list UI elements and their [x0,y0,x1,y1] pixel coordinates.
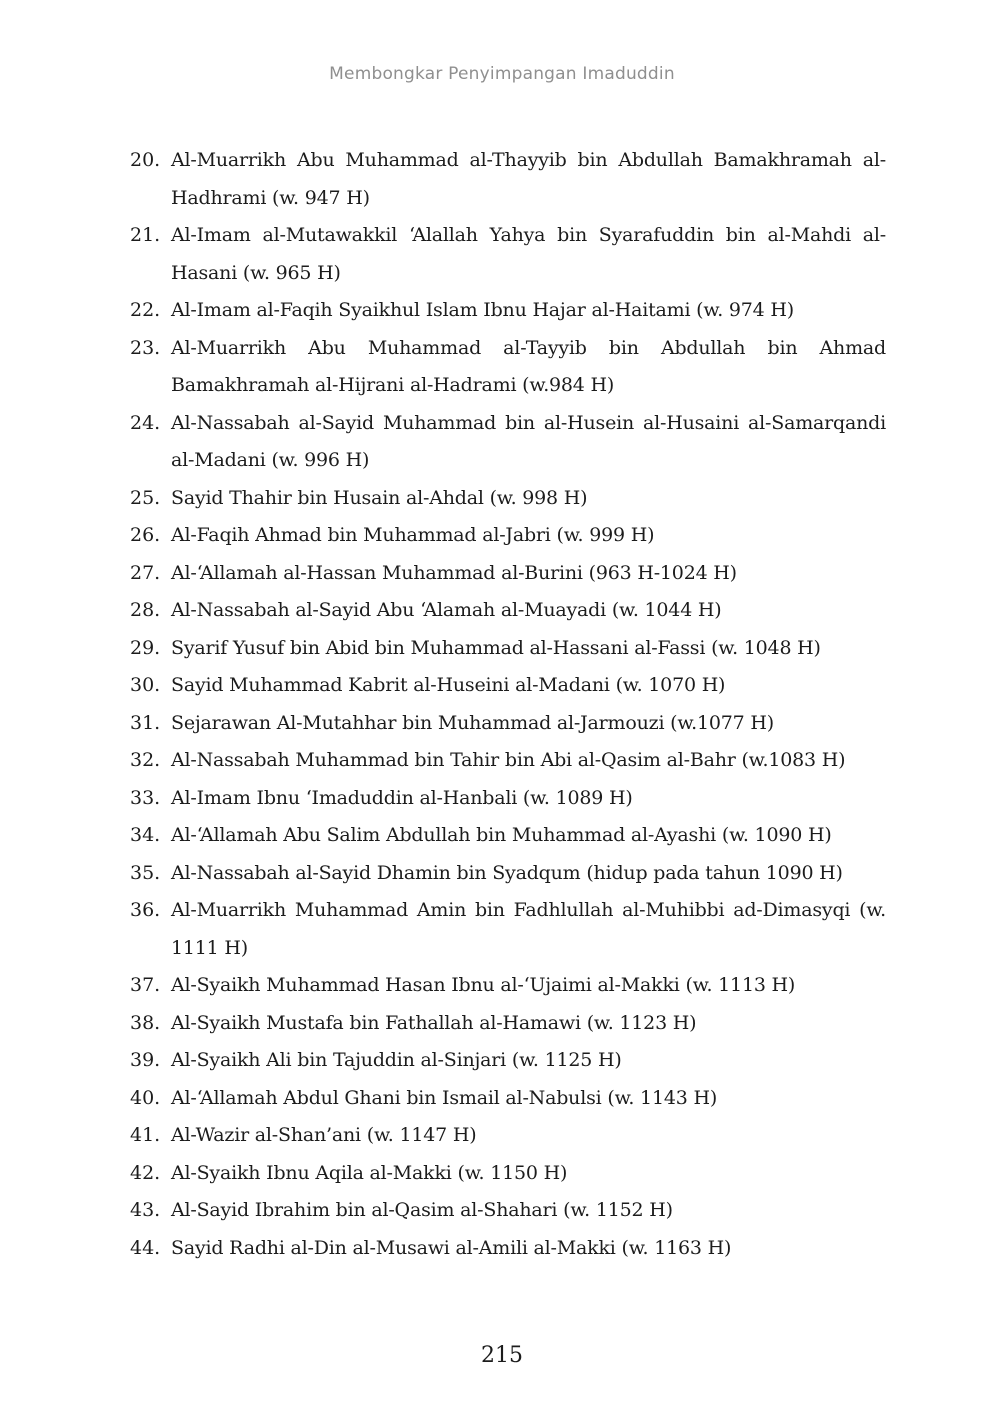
list-item [130,1080,886,1118]
list-item [130,667,886,705]
list-item [130,630,886,668]
list-item [130,555,886,593]
item-text: Sayid Thahir bin Husain al-Ahdal (w. 998 H) [171,486,588,509]
list-item [130,1005,886,1043]
item-number: 42. [130,1161,161,1184]
item-text: Al-‘Allamah Abdul Ghani bin Ismail al-Nabulsi (w. 1143 H) [171,1086,718,1109]
item-text: Al-Nassabah al-Sayid Muhammad bin al-Husein al-Husaini al-Samarqandi al-Madani (w. 996 H) [171,411,886,471]
item-text: Sayid Muhammad Kabrit al-Huseini al-Madani (w. 1070 H) [171,674,726,696]
list-item [130,217,886,292]
list-item [130,1155,886,1193]
item-text: Al-Imam Ibnu ‘Imaduddin al-Hanbali (w. 1089 H) [171,786,633,809]
item-text: Al-Wazir al-Shan’ani (w. 1147 H) [171,1124,477,1146]
list-item [130,1192,886,1230]
list-item [130,1042,886,1080]
list-item [130,142,886,217]
item-text: Al-Faqih Ahmad bin Muhammad al-Jabri (w. 999 H) [171,524,655,546]
item-number: 39. [130,1049,161,1071]
list-item [130,480,886,518]
running-header: Membongkar Penyimpangan Imaduddin [329,64,675,84]
item-text: Sejarawan Al-Mutahhar bin Muhammad al-Jarmouzi (w.1077 H) [171,711,774,734]
item-text: Al-‘Allamah Abu Salim Abdullah bin Muhammad al-Ayashi (w. 1090 H) [171,824,832,846]
list-item [130,292,886,330]
item-text: Al-Nassabah al-Sayid Abu ‘Alamah al-Muayadi (w. 1044 H) [171,599,722,621]
item-text: Al-Imam al-Faqih Syaikhul Islam Ibnu Hajar al-Haitami (w. 974 H) [171,299,794,321]
list-item [130,330,886,405]
item-number: 28. [130,599,161,621]
list-item [130,967,886,1005]
list-item [130,1117,886,1155]
item-number: 20. [130,149,161,171]
item-number: 25. [130,486,161,509]
scholar-list [130,142,886,1267]
item-number: 30. [130,674,161,696]
item-number: 35. [130,861,161,884]
list-item [130,855,886,893]
list-item [130,817,886,855]
item-number: 38. [130,1011,161,1034]
item-number: 41. [130,1124,161,1146]
item-text: Al-Muarrikh Muhammad Amin bin Fadhlullah al-Muhibbi ad-Dimasyqi (w. 1111 H) [171,899,886,959]
item-number: 29. [130,636,161,659]
list-item [130,742,886,780]
list-item [130,1230,886,1268]
item-text: Al-Syaikh Mustafa bin Fathallah al-Hamawi (w. 1123 H) [171,1011,697,1034]
item-text: Al-Syaikh Ali bin Tajuddin al-Sinjari (w. 1125 H) [171,1049,622,1071]
item-text: Al-Muarrikh Abu Muhammad al-Thayyib bin Abdullah Bamakhramah al-Hadhrami (w. 947 H) [171,149,886,209]
item-number: 24. [130,411,161,434]
item-number: 40. [130,1086,161,1109]
item-text: Al-Syaikh Ibnu Aqila al-Makki (w. 1150 H) [171,1161,568,1184]
item-number: 31. [130,711,161,734]
list-item [130,592,886,630]
item-number: 43. [130,1199,161,1221]
item-number: 36. [130,899,161,921]
item-number: 22. [130,299,161,321]
list-item [130,780,886,818]
item-text: Al-Nassabah al-Sayid Dhamin bin Syadqum (hidup pada tahun 1090 H) [171,861,843,884]
list-item [130,705,886,743]
item-text: Sayid Radhi al-Din al-Musawi al-Amili al-Makki (w. 1163 H) [171,1236,732,1259]
item-number: 27. [130,561,161,584]
item-text: Al-Nassabah Muhammad bin Tahir bin Abi al-Qasim al-Bahr (w.1083 H) [171,749,846,771]
item-text: Al-Muarrikh Abu Muhammad al-Tayyib bin Abdullah bin Ahmad Bamakhramah al-Hijrani al-Hadrami (w.984 H) [171,336,886,396]
item-number: 44. [130,1236,161,1259]
item-text: Al-Sayid Ibrahim bin al-Qasim al-Shahari (w. 1152 H) [171,1199,673,1221]
item-text: Al-Syaikh Muhammad Hasan Ibnu al-‘Ujaimi al-Makki (w. 1113 H) [171,974,796,996]
list-item [130,405,886,480]
item-number: 32. [130,749,161,771]
list-item [130,517,886,555]
item-number: 34. [130,824,161,846]
item-text: Syarif Yusuf bin Abid bin Muhammad al-Hassani al-Fassi (w. 1048 H) [171,636,821,659]
item-text: Al-‘Allamah al-Hassan Muhammad al-Burini (963 H-1024 H) [171,561,737,584]
item-number: 26. [130,524,161,546]
page-number: 215 [481,1343,523,1368]
list-item [130,892,886,967]
item-number: 21. [130,224,161,246]
item-number: 33. [130,786,161,809]
item-number: 23. [130,336,161,359]
item-number: 37. [130,974,161,996]
item-text: Al-Imam al-Mutawakkil ‘Alallah Yahya bin Syarafuddin bin al-Mahdi al-Hasani (w. 965 H) [171,224,886,284]
